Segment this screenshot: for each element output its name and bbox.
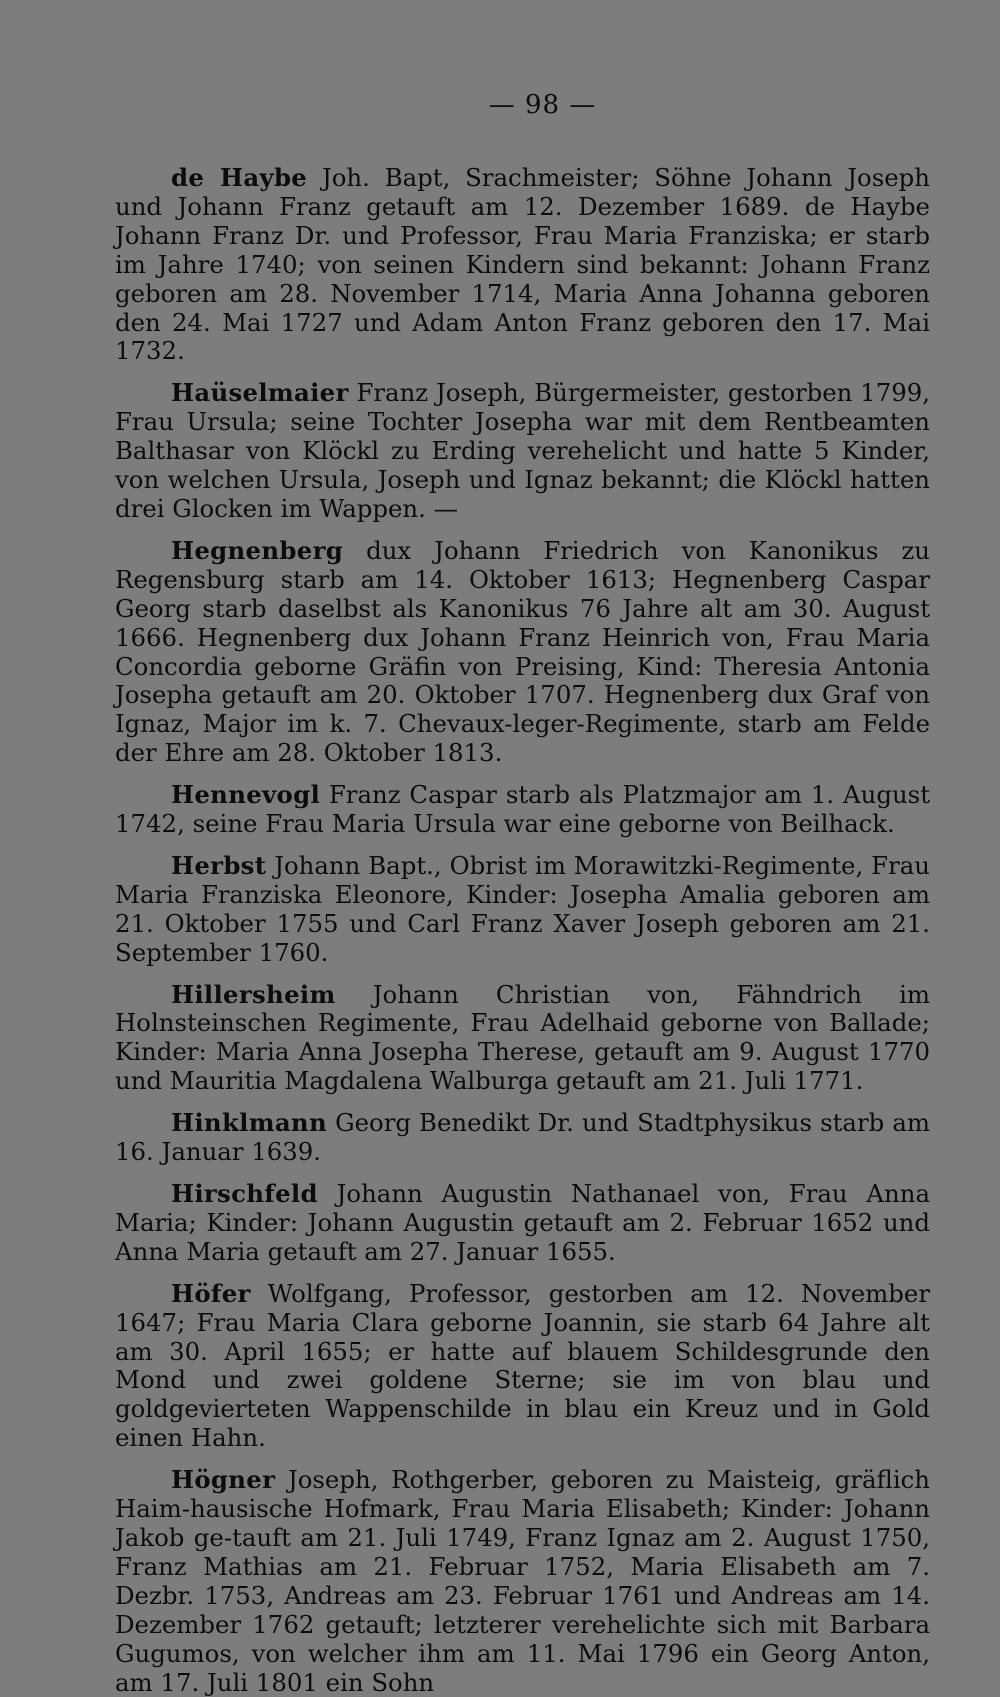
entry-text: Johann Augustin Nathanael von, Frau Anna Maria; Kinder: Johann Augustin getauft am 2. Februar 1652 und Anna Maria getauft am 27. Januar 1655. (115, 1179, 930, 1266)
entry-hoegner (115, 1466, 930, 1697)
entry-text: Wolfgang, Professor, gestorben am 12. November 1647; Frau Maria Clara geborne Joannin, sie starb 64 Jahre alt am 30. April 1655; er hatte auf blauem Schildesgrunde den Mond und zwei goldene Sterne; sie im von blau und goldgevierteten Wappenschilde in blau ein Kreuz und in Gold einen Hahn. (115, 1278, 930, 1453)
entry-hennevogl (115, 781, 930, 839)
entry-hoefer (115, 1280, 930, 1453)
entry-herbst (115, 852, 930, 968)
entry-hirschfeld (115, 1180, 930, 1267)
entry-hillersheim (115, 981, 930, 1097)
entry-text: Joseph, Rothgerber, geboren zu Maisteig, gräflich Haim-hausische Hofmark, Frau Maria Elisabeth; Kinder: Johann Jakob ge-tauft am 21. Juli 1749, Franz Ignaz am 2. August 1750, Franz Mathias am 21. Februar 1752, Maria Elisabeth am 7. Dezbr. 1753, Andreas am 23. Februar 1761 und Andreas am 14. Dezember 1762 getauft; letzterer verehelichte sich mit Barbara Gugumos, von welcher ihm am 11. Mai 1796 ein Georg Anton, am 17. Juli 1801 ein Sohn (115, 1465, 930, 1697)
page-number: — 98 — (488, 90, 597, 120)
entry-hegnenberg (115, 537, 930, 768)
entry-hauselmaier (115, 379, 930, 524)
entry-name: Hennevogl (171, 780, 321, 810)
entry-text: Franz Caspar starb als Platzmajor am 1. August 1742, seine Frau Maria Ursula war eine geborne von Beilhack. (115, 780, 930, 839)
entry-name: de Haybe (171, 163, 308, 192)
entry-de-haybe (115, 164, 930, 366)
entry-hinklmann (115, 1109, 930, 1167)
entry-name: Höfer (171, 1278, 251, 1308)
entry-text: Johann Christian von, Fähndrich im Holnsteinschen Regimente, Frau Adelhaid geborne von Ballade; Kinder: Maria Anna Josepha Therese, getauft am 9. August 1770 und Mauritia Magdalena Walburga getauft am 21. Juli 1771. (115, 979, 930, 1096)
entry-name: Haüselmaier (171, 378, 349, 408)
entry-text: Georg Benedikt Dr. und Stadtphysikus starb am 16. Januar 1639. (115, 1108, 930, 1167)
entry-name: Hegnenberg (171, 535, 344, 565)
entry-text: Franz Joseph, Bürgermeister, gestorben 1799, Frau Ursula; seine Tochter Josepha war mit dem Rentbeamten Balthasar von Klöckl zu Erding verehelicht und hatte 5 Kinder, von welchen Ursula, Joseph und Ignaz bekannt; die Klöckl hatten drei Glocken im Wappen. — (115, 378, 930, 523)
entry-text: Johann Bapt., Obrist im Morawitzki-Regimente, Frau Maria Franziska Eleonore, Kinder: Josepha Amalia geboren am 21. Oktober 1755 und Carl Franz Xaver Joseph geboren am 21. September 1760. (115, 850, 930, 967)
entry-name: Högner (171, 1465, 276, 1495)
entry-name: Hinklmann (171, 1108, 327, 1138)
entry-name: Herbst (171, 850, 267, 880)
entry-name: Hillersheim (171, 979, 336, 1009)
entry-name: Hirschfeld (171, 1179, 318, 1208)
entry-text: dux Johann Friedrich von Kanonikus zu Regensburg starb am 14. Oktober 1613; Hegnenberg Caspar Georg starb daselbst als Kanonikus 76 Jahre alt am 30. August 1666. Hegnenberg dux Johann Franz Heinrich von, Frau Maria Concordia geborne Gräfin von Preising, Kind: Theresia Antonia Josepha getauft am 20. Oktober 1707. Hegnenberg dux Graf von Ignaz, Major im k. 7. Chevaux-leger-Regimente, starb am Felde der Ehre am 28. Oktober 1813. (115, 535, 930, 768)
entry-text: Joh. Bapt, Srachmeister; Söhne Johann Joseph und Johann Franz getauft am 12. Dezember 1689. de Haybe Johann Franz Dr. und Professor, Frau Maria Franziska; er starb im Jahre 1740; von seinen Kindern sind bekannt: Johann Franz geboren am 28. November 1714, Maria Anna Johanna geboren den 24. Mai 1727 und Adam Anton Franz geboren den 17. Mai 1732. (115, 163, 930, 366)
